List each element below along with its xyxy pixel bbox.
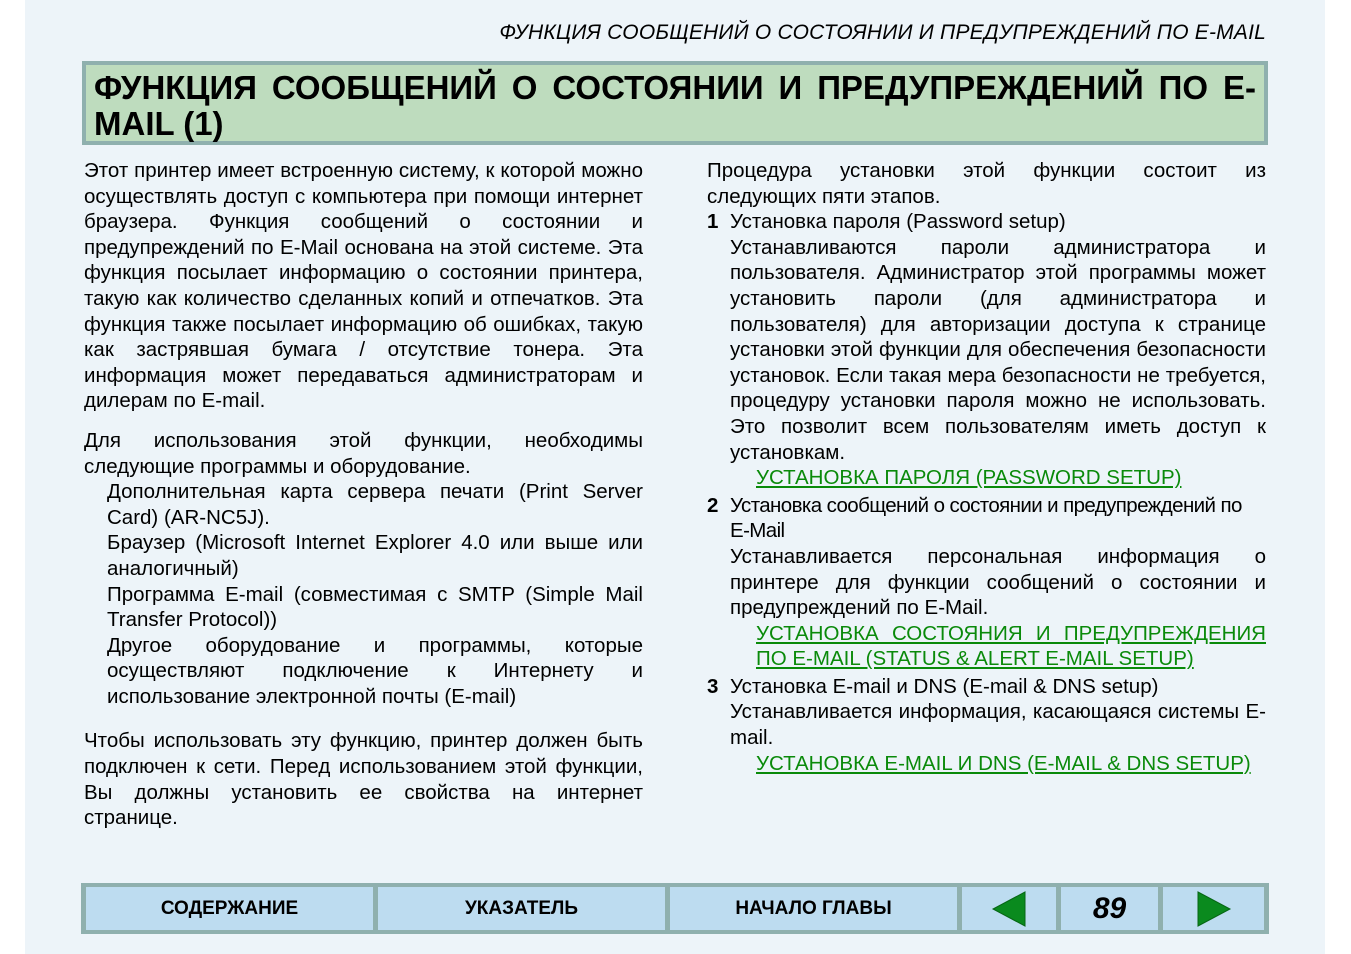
status-alert-setup-link[interactable]: УСТАНОВКА СОСТОЯНИЯ И ПРЕДУПРЕЖДЕНИЯ ПО E-MAIL (STATUS & ALERT E-MAIL SETUP) [756, 621, 1266, 671]
list-item: Программа E-mail (совместимая с SMTP (Simple Mail Transfer Protocol)) [107, 582, 643, 632]
step-number: 2 [707, 493, 719, 517]
list-item: Браузер (Microsoft Internet Explorer 4.0 или выше или аналогичный) [107, 531, 643, 580]
password-setup-link[interactable]: УСТАНОВКА ПАРОЛЯ (PASSWORD SETUP) [756, 466, 1182, 490]
navigation-bar [81, 883, 1269, 934]
list-item: Другое оборудование и программы, которые осуществляют подключение к Интернету и использование электронной почты (E-mail) [107, 633, 643, 708]
index-button[interactable]: УКАЗАТЕЛЬ [378, 887, 665, 930]
step-description: Устанавливается персональная информация о принтере для функции сообщений о состоянии и предупреждений по E-Mail. [730, 544, 1266, 620]
triangle-right-icon [1196, 891, 1232, 927]
list-item: Дополнительная карта сервера печати (Print Server Card) (AR-NC5J). [107, 480, 643, 529]
manual-page [25, 0, 1325, 954]
step-title: Установка пароля (Password setup) [730, 210, 1066, 234]
step-number: 3 [707, 674, 719, 698]
next-page-button[interactable] [1163, 887, 1264, 930]
triangle-left-icon [991, 891, 1027, 927]
right-column [707, 158, 1266, 776]
step-2 [707, 493, 1266, 672]
procedure-intro: Процедура установки этой функции состоит из следующих пяти этапов. [707, 159, 1266, 208]
page-number: 89 [1061, 887, 1158, 930]
step-description: Устанавливается информация, касающаяся системы E-mail. [730, 700, 1266, 750]
step-number: 1 [707, 210, 719, 234]
running-header: ФУНКЦИЯ СООБЩЕНИЙ О СОСТОЯНИИ И ПРЕДУПРЕЖДЕНИЙ ПО E-MAIL [499, 21, 1266, 44]
chapter-start-button[interactable]: НАЧАЛО ГЛАВЫ [670, 887, 957, 930]
closing-paragraph: Чтобы использовать эту функцию, принтер должен быть подключен к сети. Перед использованием этой функции, Вы должны установить ее свойства на интернет странице. [84, 729, 643, 830]
page-title: ФУНКЦИЯ СООБЩЕНИЙ О СОСТОЯНИИ И ПРЕДУПРЕЖДЕНИЙ ПО E-MAIL (1) [94, 69, 1256, 142]
step-title: Установка E-mail и DNS (E-mail & DNS setup) [730, 674, 1159, 698]
requirements-list [84, 479, 643, 709]
step-3 [707, 674, 1266, 776]
left-column [84, 158, 643, 831]
step-description: Устанавливаются пароли администратора и пользователя. Администратор этой программы может установить пароли (для администратора и пользователя) для авторизации доступа к странице установки этой функции для обеспечения безопасности установок. Если такая мера безопасности не требуется, процедуру установки пароля можно не использовать. Это позволит всем пользователям иметь доступ к установкам. [730, 235, 1266, 464]
intro-paragraph: Этот принтер имеет встроенную систему, к которой можно осуществлять доступ с компьютера при помощи интернет браузера. Функция сообщений о состоянии и предупреждений по E-Mail основана на этой системе. Эта функция посылает информацию о состоянии принтера, такую как количество сделанных копий и отпечатков. Эта функция также посылает информацию об ошибках, такую как застрявшая бумага / отсутствие тонера. Эта информация может передаваться администраторам и дилерам по E-mail. [84, 159, 643, 413]
step-1 [707, 209, 1266, 491]
contents-button[interactable]: СОДЕРЖАНИЕ [86, 887, 373, 930]
requirements-intro: Для использования этой функции, необходимы следующие программы и оборудование. [84, 428, 643, 478]
previous-page-button[interactable] [962, 887, 1056, 930]
email-dns-setup-link[interactable]: УСТАНОВКА E-MAIL И DNS (E-MAIL & DNS SETUP) [756, 751, 1251, 775]
title-banner [82, 61, 1268, 145]
step-title: Установка сообщений о состоянии и предупреждений по E-Mail [730, 493, 1242, 543]
